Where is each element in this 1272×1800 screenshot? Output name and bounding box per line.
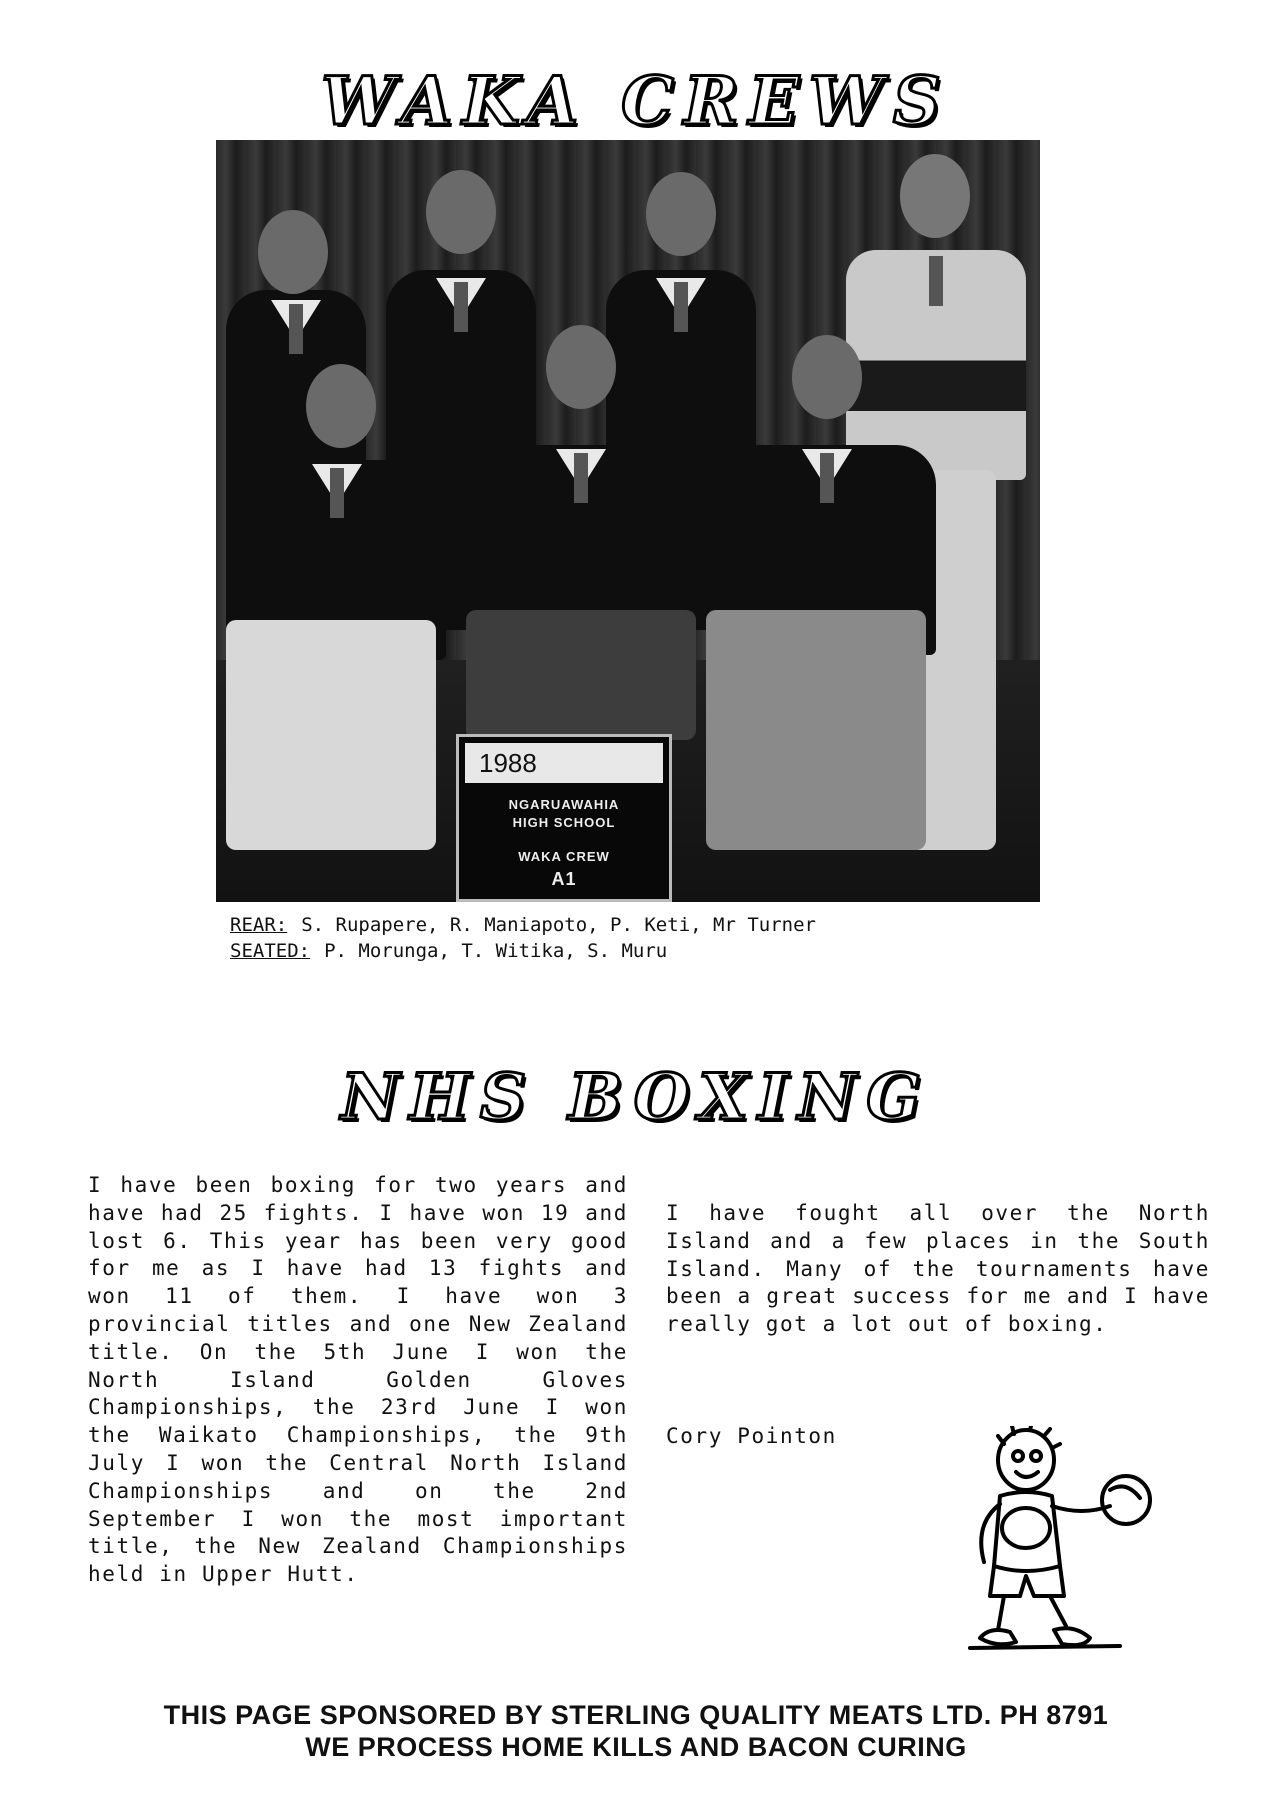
article-author: Cory Pointon bbox=[666, 1424, 837, 1448]
caption-seated-names: P. Morunga, T. Witika, S. Muru bbox=[324, 940, 668, 962]
plaque-year: 1988 bbox=[465, 743, 663, 783]
plaque-crew: WAKA CREW bbox=[518, 849, 610, 864]
article-right-column: I have fought all over the North Island and a few places in the South Island. Many of the tournaments have been a great success for me and I have really got a lot out of boxing. bbox=[666, 1201, 1210, 1337]
caption-seated-label: SEATED: bbox=[230, 940, 311, 962]
sponsor-line-1: THIS PAGE SPONSORED BY STERLING QUALITY MEATS LTD. PH 8791 bbox=[163, 1700, 1109, 1730]
plaque-crew-code: A1 bbox=[551, 869, 577, 889]
plaque-school-line2: HIGH SCHOOL bbox=[512, 815, 616, 830]
caption-rear-names: S. Rupapere, R. Maniapoto, P. Keti, Mr Turner bbox=[301, 914, 816, 936]
photo-caption bbox=[230, 912, 816, 964]
caption-rear-label: REAR: bbox=[230, 914, 288, 936]
waka-crews-title: WAKA CREWS bbox=[321, 62, 951, 140]
boxer-cartoon-icon bbox=[930, 1426, 1170, 1656]
plaque-school-line1: NGARUAWAHIA bbox=[508, 797, 620, 812]
crew-plaque bbox=[456, 734, 672, 902]
caption-rear-row bbox=[230, 912, 816, 938]
seated-person-1-legs bbox=[226, 620, 436, 850]
caption-seated-row bbox=[230, 938, 816, 964]
sponsor-line-2: WE PROCESS HOME KILLS AND BACON CURING bbox=[305, 1732, 967, 1762]
nhs-boxing-title: NHS BOXING bbox=[340, 1060, 932, 1135]
seated-person-3-legs bbox=[706, 610, 926, 850]
team-photo bbox=[216, 140, 1040, 902]
seated-person-2-legs bbox=[466, 610, 696, 740]
article-left-column: I have been boxing for two years and have had 25 fights. I have won 19 and lost 6. This year has been very good for me as I have had 13 fights and won 11 of them. I have won 3 provincial titles and one New Zealand title. On the 5th June I won the North Island Golden Gloves Championships, the 23rd June I won the Waikato Championships, the 9th July I won the Central North Island Championships and on the 2nd September I won the most important title, the New Zealand Championships held in Upper Hutt. bbox=[88, 1173, 628, 1587]
